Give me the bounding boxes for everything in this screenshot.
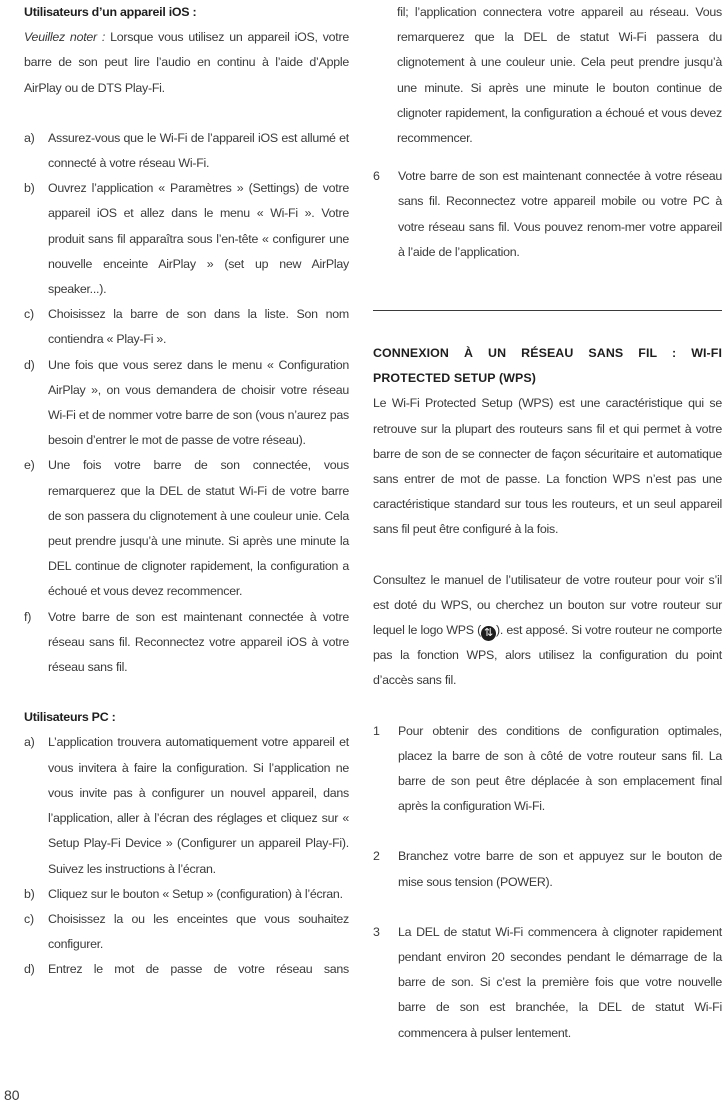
pc-users-heading: Utilisateurs PC : <box>24 710 116 725</box>
wps-logo-icon: ⇅ <box>481 626 496 641</box>
section-divider <box>373 310 722 311</box>
ios-step-a: a) Assurez-vous que le Wi-Fi de l’appareil iOS est allumé et connecté à votre réseau Wi-Fi. <box>24 130 349 171</box>
pc-step-c: c) Choisissez la ou les enceintes que vous souhaitez configurer. <box>24 911 349 952</box>
ios-step-b: b) Ouvrez l’application « Paramètres » (Settings) de votre appareil iOS et allez dans le menu « Wi-Fi ». Votre produit sans fil apparaîtra sous l’en-tête « configurer une nouvelle enceinte AirPlay » (set up new AirPlay speaker...). <box>24 181 349 297</box>
ios-step-d: d) Une fois que vous serez dans le menu « Configuration AirPlay », on vous demandera de choisir votre réseau Wi-Fi et de nommer votre barre de son (vous n’aurez pas besoin d’entrer le mot de passe de votre réseau). <box>24 357 349 448</box>
pc-step-b: b) Cliquez sur le bouton « Setup » (configuration) à l’écran. <box>24 886 343 901</box>
wps-step-3: 3 La DEL de statut Wi-Fi commencera à clignoter rapidement pendant environ 20 secondes pendant le démarrage de la barre de son. Si c’est la première fois que votre nouvelle barre de son est branchée, la DEL de statut Wi-Fi commencera à pulser lentement. <box>373 924 722 1040</box>
left-column <box>24 0 349 983</box>
pc-step-a: a) L’application trouvera automatiquement votre appareil et vous invitera à faire la configuration. Si l’application ne vous invite pas à configurer un nouvel appareil, dans l’application, aller à l’écran des réglages et cliquez sur « Setup Play-Fi Device » (Configurer un appareil Play-Fi). Suivez les instructions à l’écran. <box>24 735 349 876</box>
pc-step-d: d) Entrez le mot de passe de votre réseau sans <box>24 962 349 977</box>
wps-manual-paragraph: Consultez le manuel de l’utilisateur de votre routeur pour voir s’il est doté du WPS, ou cherchez un bouton sur votre routeur sur lequel le logo WPS ( ⇅ ). est apposé. Si votre routeur ne comporte pas la fonction WPS, alors utilisez la configuration du point d’accès sans fil. <box>373 572 722 688</box>
page-number: 80 <box>4 1087 20 1103</box>
ios-note-label: Veuillez noter : <box>24 30 106 45</box>
ios-step-f: f) Votre barre de son est maintenant connectée à votre réseau sans fil. Reconnectez votre appareil iOS à votre réseau sans fil. <box>24 609 349 675</box>
step-6: 6 Votre barre de son est maintenant connectée à votre réseau sans fil. Reconnectez votre appareil mobile ou votre PC à votre réseau sans fil. Vous pouvez renom-mer votre appareil à l’aide de l’application. <box>373 169 722 259</box>
wps-intro: Le Wi-Fi Protected Setup (WPS) est une caractéristique qui se retrouve sur la plupart des routeurs sans fil et qui permet à votre barre de son de se connecter de façon sécuritaire et automatique sans entrer de mot de passe. La fonction WPS n’est pas une caractéristique standard sur tous les routeurs, et un seul appareil sans fil peut être configuré à la fois. <box>373 396 722 537</box>
ios-note <box>24 25 349 101</box>
pc-step-d-continuation: fil; l’application connectera votre appareil au réseau. Vous remarquerez que la DEL de statut Wi-Fi passera du clignotement à une couleur unie. Cela peut prendre jusqu’à une minute. Si après une minute le bouton continue de clignoter rapidement, la configuration a échoué et vous devez recommencer. <box>397 5 722 146</box>
wps-step-2: 2 Branchez votre barre de son et appuyez sur le bouton de mise sous tension (POWER). <box>373 849 722 889</box>
wps-section-title: CONNEXION À UN RÉSEAU SANS FIL : WI-FI PROTECTED SETUP (WPS) <box>373 346 722 386</box>
wps-step-1: 1 Pour obtenir des conditions de configuration optimales, placez la barre de son à côté de votre routeur sans fil. La barre de son peut être déplacée à son emplacement final après la configuration Wi-Fi. <box>373 723 722 814</box>
ios-step-e: e) Une fois votre barre de son connectée, vous remarquerez que la DEL de statut Wi-Fi de votre barre de son passera du clignotement à une couleur unie. Cela peut prendre jusqu’à une minute. Si après une minute la DEL continue de clignoter rapidement, la configuration a échoué et vous devez recommencer. <box>24 458 349 599</box>
ios-users-heading: Utilisateurs d’un appareil iOS : <box>24 5 197 19</box>
ios-step-c: c) Choisissez la barre de son dans la liste. Son nom contiendra « Play-Fi ». <box>24 307 349 347</box>
right-column <box>373 0 722 265</box>
ios-note-text: Lorsque vous utilisez un appareil iOS, votre barre de son peut lire l’audio en continu à l’aide d’Apple AirPlay ou de DTS Play-Fi. <box>24 30 349 95</box>
wps-section <box>373 341 722 1046</box>
